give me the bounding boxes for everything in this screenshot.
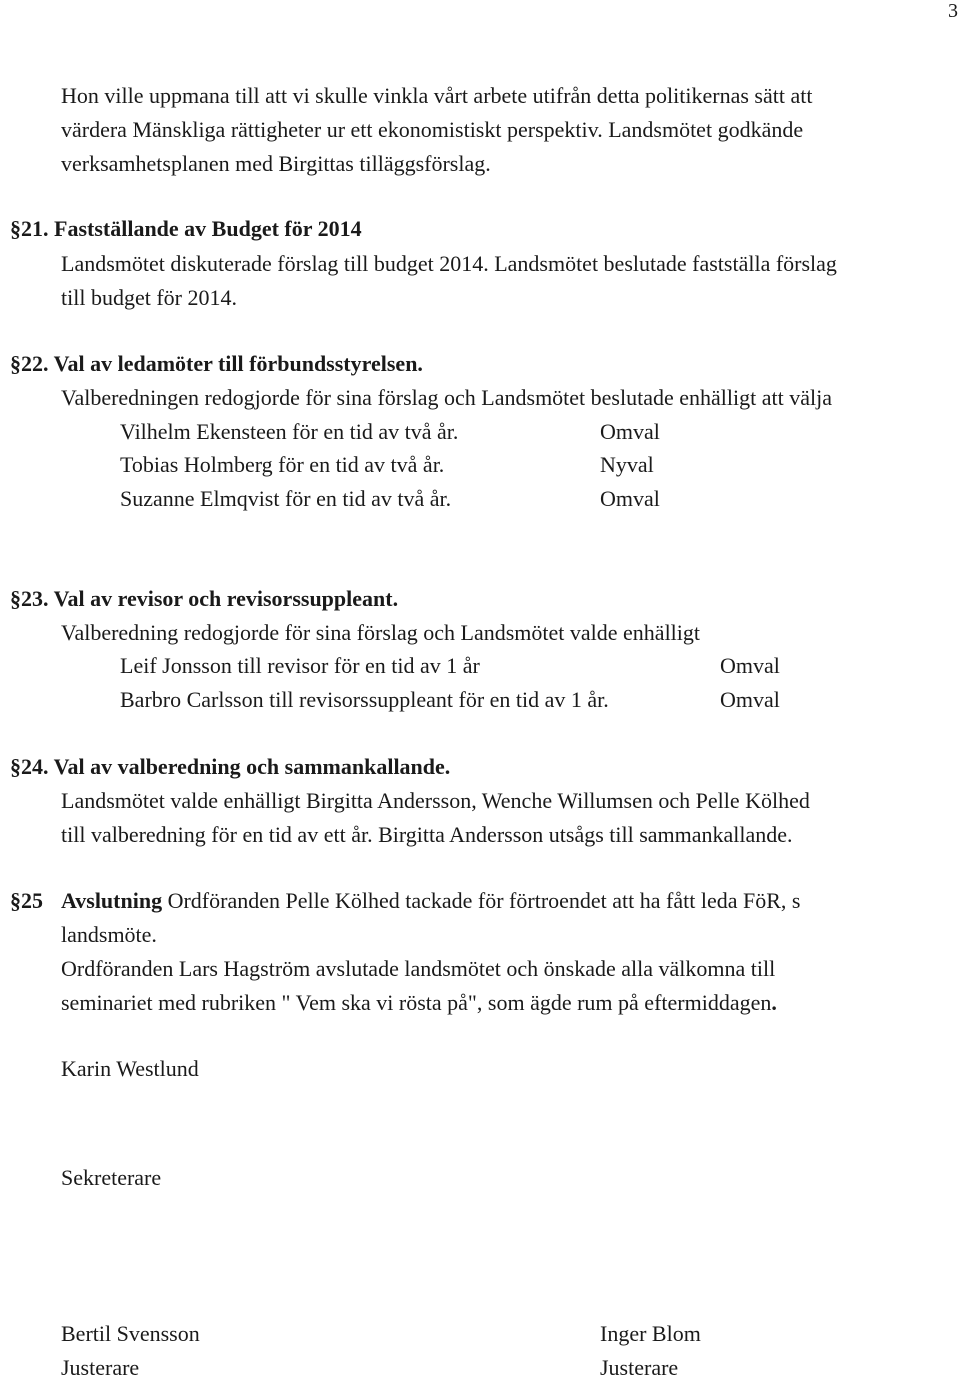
section-24-heading: §24. Val av valberedning och sammankallande. <box>10 754 451 779</box>
section-21-line-1: Landsmötet diskuterade förslag till budget 2014. Landsmötet beslutade fastställa förslag <box>61 251 837 276</box>
election-text: Barbro Carlsson till revisorssuppleant för en tid av 1 år. <box>120 687 609 712</box>
section-25-line-2: landsmöte. <box>61 922 157 947</box>
secretary-name: Karin Westlund <box>61 1056 199 1081</box>
intro-line-1: Hon ville uppmana till att vi skulle vinkla vårt arbete utifrån detta politikernas sätt att <box>61 83 813 108</box>
adjuster-1-name: Bertil Svensson <box>61 1321 200 1346</box>
adjuster-2-role: Justerare <box>600 1355 679 1380</box>
election-type: Omval <box>600 486 660 511</box>
election-text: Tobias Holmberg för en tid av två år. <box>120 452 445 477</box>
section-23-intro: Valberedning redogjorde för sina förslag och Landsmötet valde enhälligt <box>61 620 701 645</box>
section-25-line-3: Ordföranden Lars Hagström avslutade landsmötet och önskade alla välkomna till <box>61 956 776 981</box>
section-21-line-2: till budget för 2014. <box>61 285 237 310</box>
section-21-heading: §21. Fastställande av Budget för 2014 <box>10 216 362 241</box>
section-22-heading: §22. Val av ledamöter till förbundsstyrelsen. <box>10 351 423 376</box>
section-25-line-1-text: Ordföranden Pelle Kölhed tackade för förtroendet att ha fått leda FöR, s <box>162 888 801 913</box>
adjuster-2-name: Inger Blom <box>600 1321 701 1346</box>
adjuster-1-role: Justerare <box>61 1355 140 1380</box>
section-23-heading: §23. Val av revisor och revisorssuppleant. <box>10 586 399 611</box>
section-22-intro: Valberedningen redogjorde för sina förslag och Landsmötet beslutade enhälligt att välja <box>61 385 832 410</box>
election-type: Omval <box>720 653 780 678</box>
page-number: 3 <box>948 0 958 22</box>
section-25-line-4-text: seminariet med rubriken " Vem ska vi rösta på", som ägde rum på eftermiddagen <box>61 990 772 1015</box>
section-25-line-4-period: . <box>771 990 777 1015</box>
section-25-line-1 <box>61 888 800 914</box>
election-type: Omval <box>720 687 780 712</box>
election-text: Suzanne Elmqvist för en tid av två år. <box>120 486 452 511</box>
section-25-title: Avslutning <box>61 888 163 913</box>
intro-line-2: värdera Mänskliga rättigheter ur ett ekonomistiskt perspektiv. Landsmötet godkände <box>61 117 804 142</box>
election-text: Leif Jonsson till revisor för en tid av 1 år <box>120 653 480 678</box>
section-24-line-2: till valberedning för en tid av ett år. Birgitta Andersson utsågs till sammankallande. <box>61 822 793 847</box>
election-type: Omval <box>600 419 660 444</box>
section-25-number: §25 <box>10 888 43 913</box>
election-type: Nyval <box>600 452 654 477</box>
secretary-role: Sekreterare <box>61 1165 162 1190</box>
election-text: Vilhelm Ekensteen för en tid av två år. <box>120 419 459 444</box>
section-24-line-1: Landsmötet valde enhälligt Birgitta Andersson, Wenche Willumsen och Pelle Kölhed <box>61 788 810 813</box>
section-25-line-4 <box>61 990 777 1016</box>
intro-line-3: verksamhetsplanen med Birgittas tilläggsförslag. <box>61 151 491 176</box>
